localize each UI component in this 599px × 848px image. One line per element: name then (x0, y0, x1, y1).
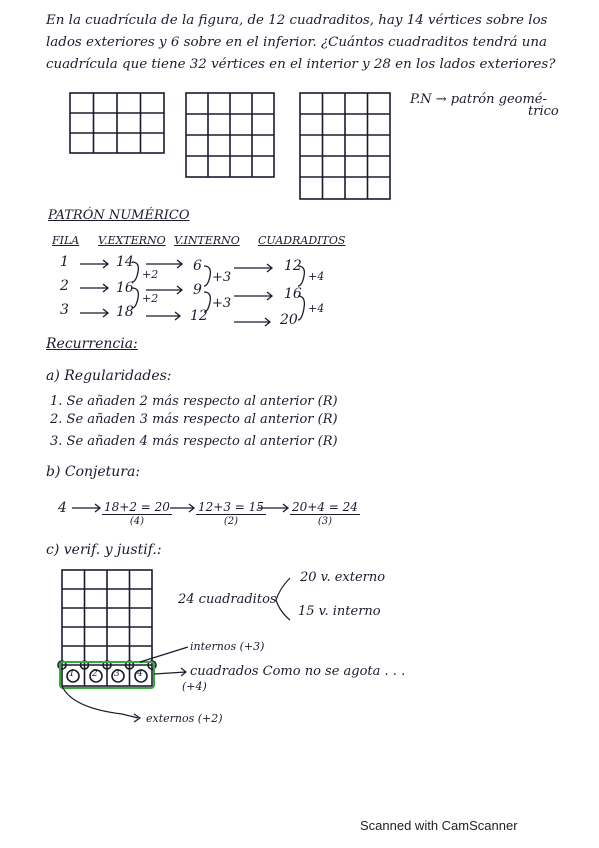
regularity-item: 3. Se añaden 4 más respecto al anterior (R) (50, 434, 338, 449)
cuadrados-label: cuadrados Como no se agota . . . (190, 664, 406, 679)
row-v-externo: 18 (116, 304, 134, 320)
fraction-numerator: 12+3 = 15 (198, 500, 264, 514)
row-v-externo: 14 (116, 254, 134, 270)
header-v-interno: V.INTERNO (174, 234, 240, 247)
row-v-interno: 12 (190, 308, 208, 324)
fraction-numerator: 18+2 = 20 (104, 500, 170, 514)
regularity-item: 2. Se añaden 3 más respecto al anterior (R) (50, 412, 338, 427)
conjecture-heading: b) Conjetura: (46, 464, 141, 480)
cuadrados-sub: (+4) (182, 680, 207, 693)
row-v-interno: 6 (193, 258, 202, 274)
header-v-externo: V.EXTERNO (98, 234, 166, 247)
diff-internal: +3 (212, 270, 232, 285)
problem-line: En la cuadrícula de la figura, de 12 cuadraditos, hay 14 vértices sobre los (46, 13, 548, 28)
pattern-note: P.N → patrón geomé- (410, 92, 547, 107)
row-cuadraditos: 12 (284, 258, 302, 274)
internos-label: internos (+3) (190, 640, 265, 653)
verify-heading: c) verif. y justif.: (46, 542, 162, 558)
header-fila: FILA (52, 234, 80, 247)
regularities-heading: a) Regularidades: (46, 368, 172, 384)
row-fila: 3 (60, 302, 69, 318)
external-vertices: 20 v. externo (300, 570, 386, 585)
conjecture-index: 4 (58, 500, 67, 516)
diff-squares: +4 (308, 270, 325, 283)
fraction-denominator: (2) (223, 516, 239, 527)
row-cuadraditos: 20 (280, 312, 298, 328)
verify-circle-label: 2 (92, 669, 98, 679)
row-v-interno: 9 (193, 282, 202, 298)
pattern-note-cont: trico (528, 104, 559, 119)
verify-circle-label: 4 (137, 669, 143, 679)
row-cuadraditos: 16 (284, 286, 302, 302)
verify-circle-label: 3 (114, 669, 120, 679)
problem-line: lados exteriores y 6 sobre en el inferior. ¿Cuántos cuadraditos tendrá una (46, 35, 548, 50)
diff-external: +2 (142, 268, 159, 281)
fraction-denominator: (3) (317, 516, 333, 527)
diff-external: +2 (142, 292, 159, 305)
squares-total: 24 cuadraditos (178, 592, 277, 607)
recurrence-heading: Recurrencia: (46, 336, 138, 352)
row-fila: 1 (60, 254, 69, 270)
regularity-item: 1. Se añaden 2 más respecto al anterior (R) (50, 394, 338, 409)
internal-vertices: 15 v. interno (298, 604, 381, 619)
externos-label: externos (+2) (146, 712, 223, 725)
diff-squares: +4 (308, 302, 325, 315)
row-fila: 2 (60, 278, 69, 294)
numeric-pattern-heading: PATRÓN NUMÉRICO (48, 208, 190, 223)
header-cuadraditos: CUADRADITOS (258, 234, 346, 247)
row-v-externo: 16 (116, 280, 134, 296)
fraction-denominator: (4) (129, 516, 145, 527)
fraction-numerator: 20+4 = 24 (292, 500, 358, 514)
problem-line: cuadrícula que tiene 32 vértices en el interior y 28 en los lados exteriores? (46, 57, 556, 72)
diff-internal: +3 (212, 296, 232, 311)
scanner-watermark: Scanned with CamScanner (360, 818, 518, 833)
verify-circle-label: 1 (69, 669, 75, 679)
